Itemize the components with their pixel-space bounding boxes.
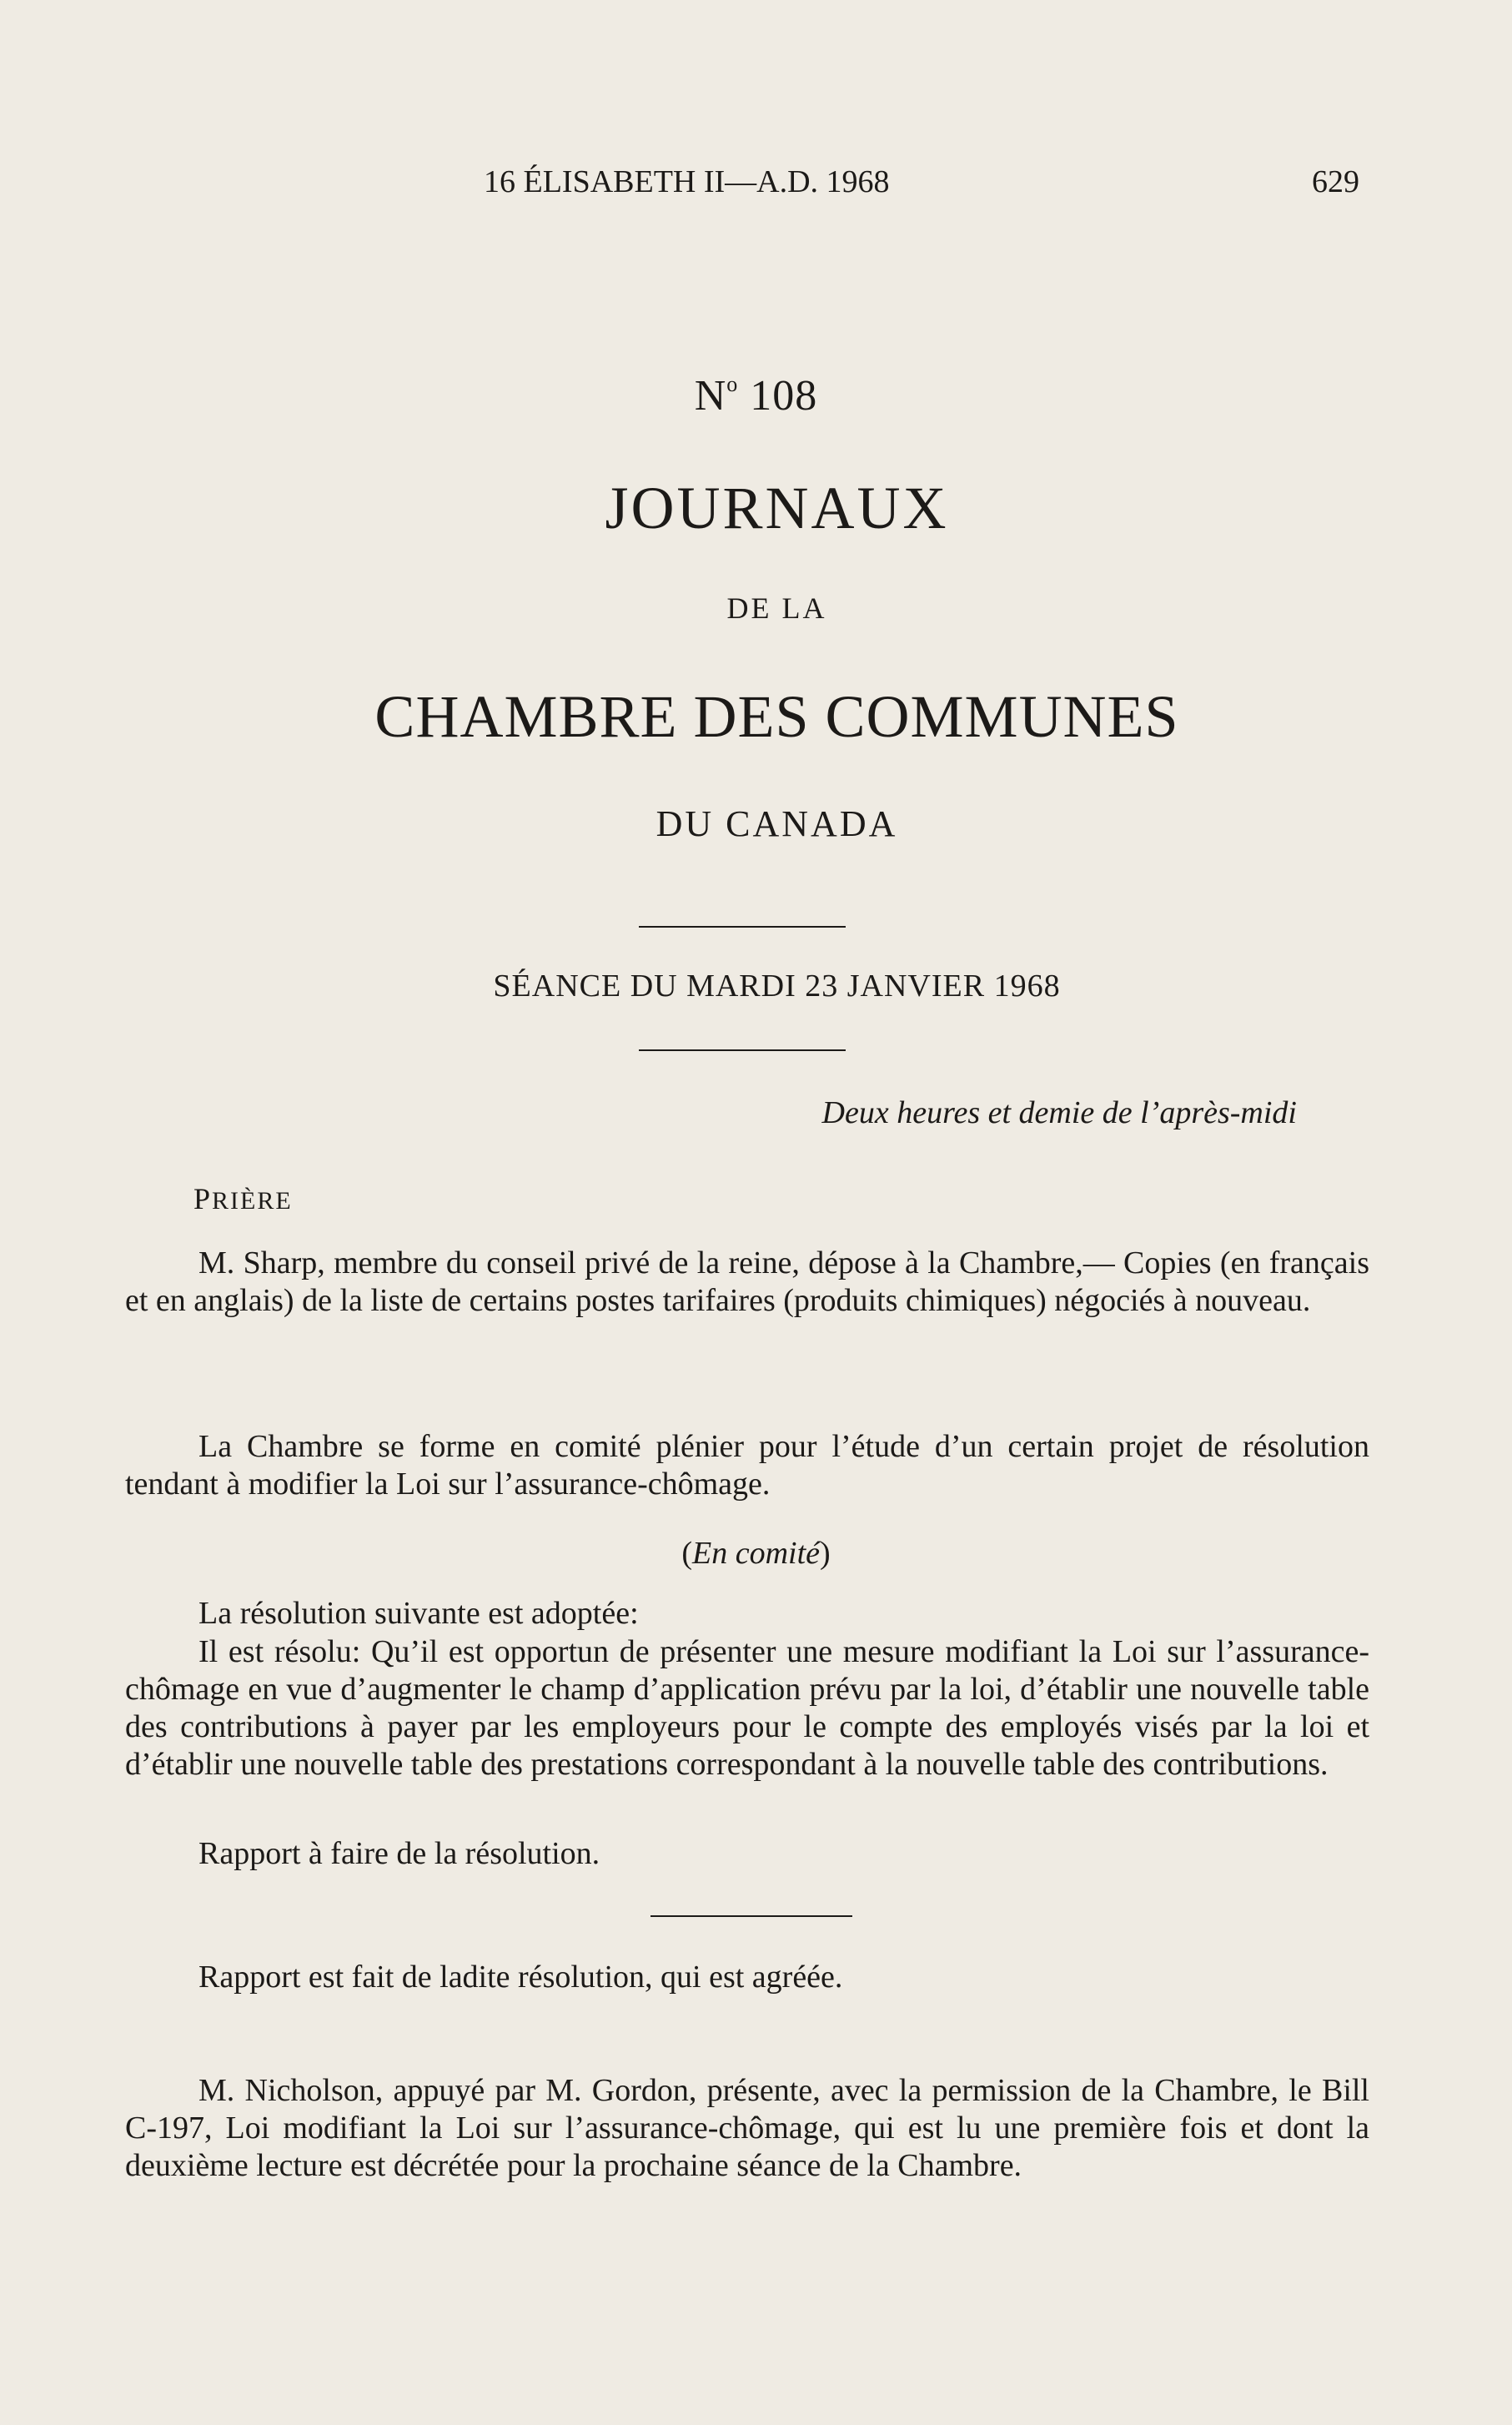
number-sup: o	[726, 372, 739, 396]
journal-number	[0, 371, 1512, 420]
paren-open: (	[681, 1536, 692, 1571]
title-du-canada: DU CANADA	[656, 803, 898, 844]
session-time: Deux heures et demie de l’après-midi	[821, 1095, 1297, 1130]
number-value: 108	[750, 372, 818, 420]
en-comite-text: En comité	[691, 1536, 820, 1571]
paragraph-comite-plenier: La Chambre se forme en comité plénier pour l’étude d’un certain projet de résolution tendant à modifier la Loi sur l’assurance-chômage.	[125, 1429, 1369, 1502]
divider-rule	[639, 1049, 846, 1051]
en-comite	[0, 1535, 1512, 1572]
paragraph-rapport-a-faire: Rapport à faire de la résolution.	[198, 1836, 600, 1871]
running-header	[125, 164, 1359, 205]
priere-rest: RIÈRE	[212, 1187, 293, 1215]
paren-close: )	[820, 1536, 831, 1571]
seance-date: SÉANCE DU MARDI 23 JANVIER 1968	[493, 968, 1061, 1004]
page-number: 629	[1312, 164, 1359, 199]
title-de-la: DE LA	[726, 591, 827, 625]
title-chambre: CHAMBRE DES COMMUNES	[374, 683, 1179, 750]
paragraph-nicholson: M. Nicholson, appuyé par M. Gordon, présente, avec la permission de la Chambre, le Bill C-197, Loi modifiant la Loi sur l’assurance-chômage, qui est lu une première fois et dont la deuxième lecture est décrétée pour la prochaine séance de la Chambre.	[125, 2073, 1369, 2183]
running-head: 16 ÉLISABETH II—A.D. 1968	[484, 164, 890, 199]
priere-heading	[193, 1181, 293, 1216]
paragraph-sharp: M. Sharp, membre du conseil privé de la reine, dépose à la Chambre,— Copies (en français et en anglais) de la liste de certains postes tarifaires (produits chimiques) négociés à nouveau.	[125, 1245, 1369, 1318]
number-prefix: N	[694, 372, 727, 420]
divider-rule	[651, 1915, 852, 1917]
paragraph-rapport-fait: Rapport est fait de ladite résolution, qui est agréée.	[198, 1960, 843, 1995]
divider-rule	[639, 926, 846, 928]
title-journaux: JOURNAUX	[605, 475, 949, 541]
paragraph-resolution-adopted: La résolution suivante est adoptée:	[198, 1596, 639, 1631]
priere-initial: P	[193, 1182, 213, 1215]
paragraph-resolution-text: Il est résolu: Qu’il est opportun de présenter une mesure modifiant la Loi sur l’assurance-chômage en vue d’augmenter le champ d’application prévu par la loi, d’établir une nouvelle table des contributions à payer par les employeurs pour le compte des employés visés par la loi et d’établir une nouvelle table des prestations correspondant à la nouvelle table des contributions.	[125, 1634, 1369, 1782]
